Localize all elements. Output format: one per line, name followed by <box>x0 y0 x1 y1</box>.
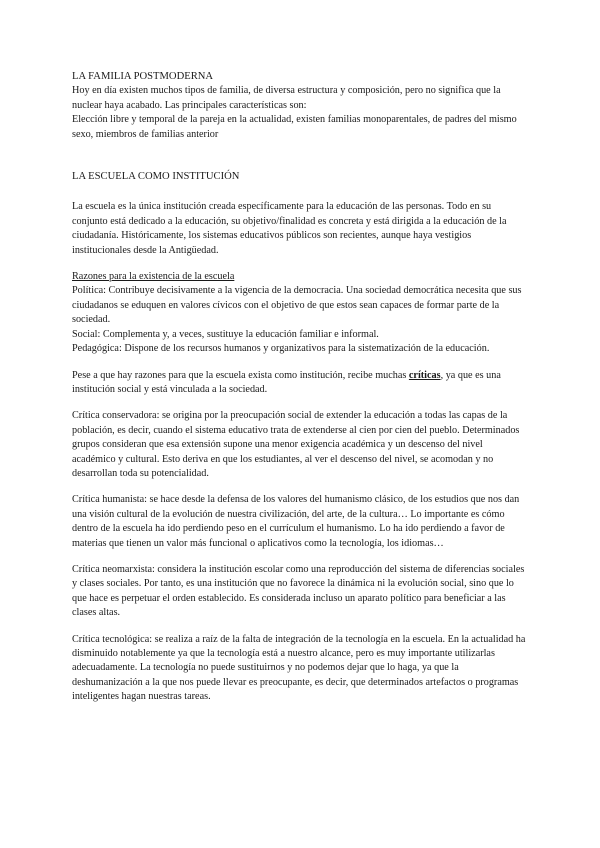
critiques-text-pre: Pese a que hay razones para que la escuela exista como institución, recibe muchas <box>72 369 409 381</box>
critiques-text-post: , ya que es una institución social y está vinculada a la sociedad. <box>72 369 501 395</box>
reason-pedagogica: Pedagógica: Dispone de los recursos humanos y organizativos para la sistematización de la educación. <box>72 343 490 355</box>
critica-humanista-paragraph: Crítica humanista: se hace desde la defensa de los valores del humanismo clásico, de los estudios que nos dan una visión cultural de la evolución de nuestra civilización, del arte, de la cultura… Lo importante es cómo dentro de la escuela ha ido perdiendo peso en el currículum el humanismo. Lo ha ido perdiendo a favor de materias que tienen un valor más funcional o aplicativos como la tecnología, los idiomas… <box>72 494 520 549</box>
document-page <box>72 70 528 705</box>
school-section-title: LA ESCUELA COMO INSTITUCIÓN <box>72 171 240 183</box>
critica-conservadora-paragraph: Crítica conservadora: se origina por la preocupación social de extender la educación a todas las capas de la población, es decir, cuando el sistema educativo trata de extenderse al cien por cien del pueblo. Determinados grupos consideran que esa extensión supone una menor exigencia académica y un descenso del nivel académico y cultural. Esto deriva en que los estudiantes, al ver el descenso del nivel, se acomodan y no desarrollan toda su potencialidad. <box>72 410 520 479</box>
reason-politica: Política: Contribuye decisivamente a la vigencia de la democracia. Una sociedad democrática necesita que sus ciudadanos se eduquen en valores cívicos con el objetivo de que estos sean capaces de formar parte de la sociedad. <box>72 285 522 326</box>
family-characteristics: Elección libre y temporal de la pareja en la actualidad, existen familias monoparentales, de padres del mismo sexo, miembros de familias anterior <box>72 114 517 140</box>
reasons-heading-text: Razones para la existencia de la escuela <box>72 271 235 283</box>
reasons-heading <box>72 270 528 284</box>
critiques-paragraph <box>72 369 528 398</box>
critica-tecnologica-paragraph: Crítica tecnológica: se realiza a raíz de la falta de integración de la tecnología en la escuela. En la actualidad ha disminuido notablemente ya que la tecnología está a nuestro alcance, pero es muy importante utilizarlas adecuadamente. La tecnología no puede sustituirnos y no podemos dejar que lo haga, ya que la deshumanización a la que nos puede llevar es preocupante, es decir, que determinados artefactos o programas inteligentes hagan nuestras tareas. <box>72 633 526 703</box>
reason-social: Social: Complementa y, a veces, sustituye la educación familiar e informal. <box>72 328 379 340</box>
critica-neomarxista-paragraph: Crítica neomarxista: considera la institución escolar como una reproducción del sistema de diferencias sociales y clases sociales. Por tanto, es una institución que no favorece la dinámica ni la evolución social, sino que lo que hace es perpetuar el orden establecido. Es considerada incluso un aparato político para beneficiar a las clases altas. <box>72 563 525 619</box>
critiques-keyword: críticas <box>408 369 441 381</box>
school-intro-paragraph: La escuela es la única institución creada específicamente para la educación de las personas. Todo en su conjunto está dedicado a la educación, su objetivo/finalidad es concreta y está dirigida a la educación de la ciudadanía. Históricamente, los sistemas educativos públicos son recientes, aunque haya vestigios institucionales desde la Antigüedad. <box>72 201 507 256</box>
family-paragraph: Hoy en día existen muchos tipos de familia, de diversa estructura y composición, pero no significa que la nuclear haya acabado. Las principales características son: <box>72 85 501 111</box>
family-section-title: LA FAMILIA POSTMODERNA <box>72 71 214 82</box>
